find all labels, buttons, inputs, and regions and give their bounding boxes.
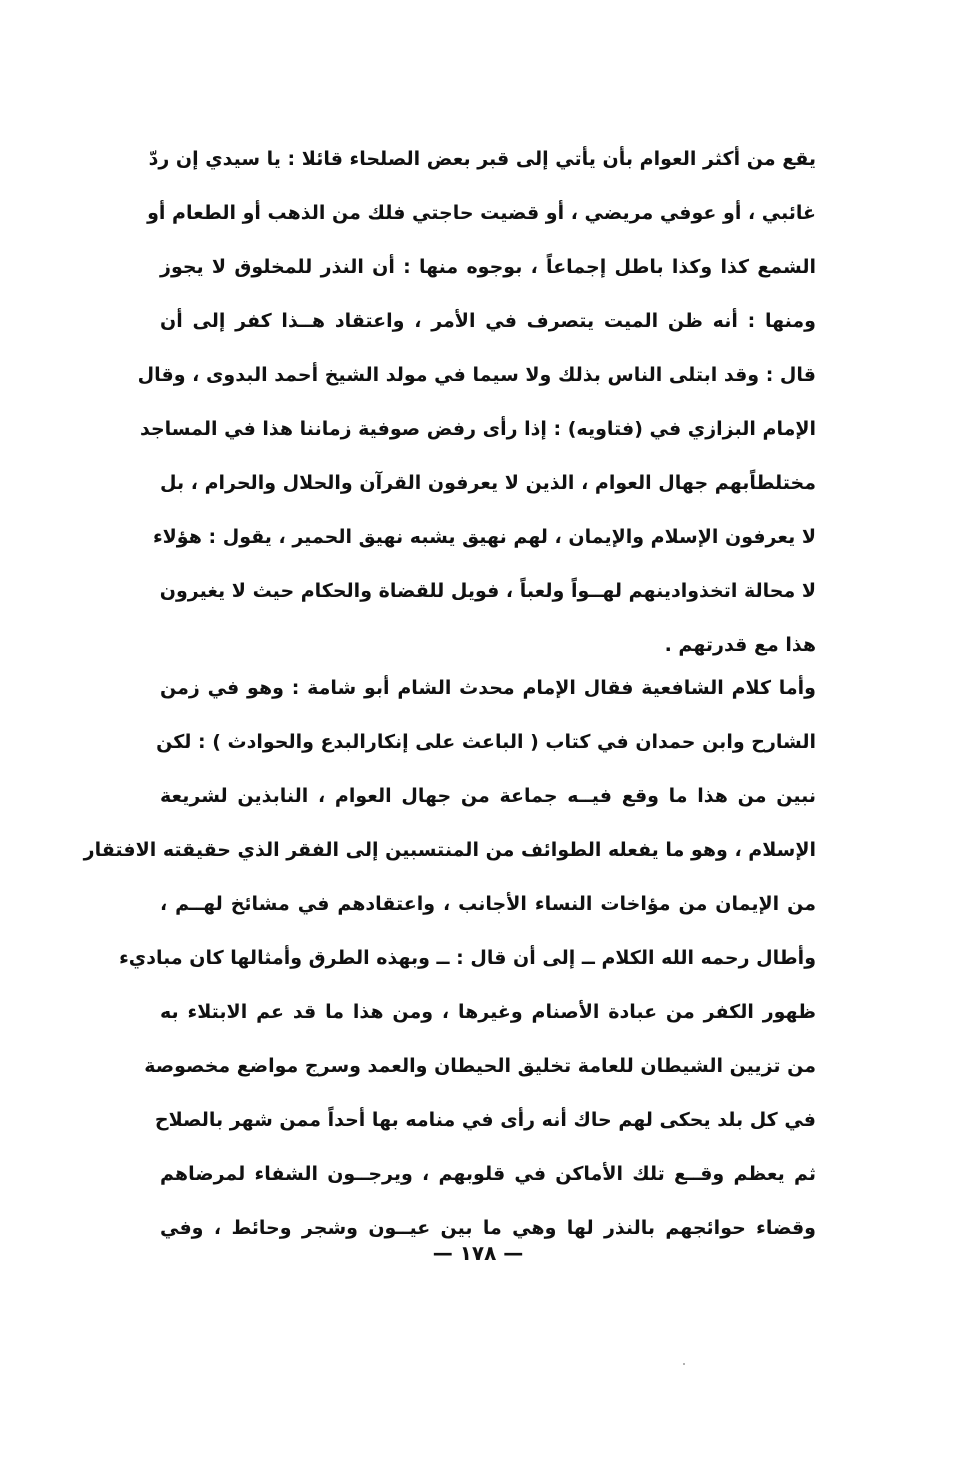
- text-line: غائبي ، أو عوفي مريضي ، أو قضيت حاجتي فلك من الذهب أو الطعام أو: [147, 202, 816, 224]
- text-line: هذا مع قدرتهم .: [664, 634, 816, 656]
- text-line: من الإيمان من مؤاخات النساء الأجانب ، واعتقادهم في مشائخ لهــم ،: [160, 893, 816, 915]
- text-line: ثم يعظم وقــع تلك الأماكن في قلوبهم ، ويرجــون الشفاء لمرضاهم: [160, 1163, 816, 1185]
- text-line: يقع من أكثر العوام بأن يأتي إلى قبر بعض الصلحاء قائلا : يا سيدي إن ردّ: [148, 148, 816, 170]
- text-line: وأما كلام الشافعية فقال الإمام محدث الشام أبو شامة : وهو في زمن: [160, 677, 816, 699]
- paragraph-2: [83, 661, 816, 1255]
- text-line: الشمع كذا وكذا باطل إجماعاً ، بوجوه منها : أن النذر للمخلوق لا يجوز: [160, 256, 816, 278]
- text-line: مختلطاًبهم جهال العوام ، الذين لا يعرفون القرآن والحلال والحرام ، بل: [160, 472, 816, 494]
- text-line: وقضاء حوائجهم بالنذر لها وهي ما بين عيــون وشجر وحائط ، وفي: [160, 1217, 816, 1239]
- text-line: وأطال رحمه الله الكلام ــ إلى أن قال : ــ وبهذه الطرق وأمثالها كان مباديء: [119, 947, 816, 969]
- text-line: الإمام البزازي في (فتاويه) : إذا رأى رفض صوفية زماننا هذا في المساجد: [139, 418, 816, 440]
- text-line: لا يعرفون الإسلام والإيمان ، لهم نهيق يشبه نهيق الحمير ، يقول : هؤلاء: [152, 526, 816, 548]
- paragraph-1: [137, 132, 816, 672]
- text-line: من تزيين الشيطان للعامة تخليق الحيطان والعمد وسرج مواضع مخصوصة: [144, 1055, 816, 1077]
- text-line: لا محالة اتخذوادينهم لهــواً ولعباً ، فويل للقضاة والحكام حيث لا يغيرون: [159, 580, 816, 602]
- text-line: قال : وقد ابتلى الناس بذلك ولا سيما في مولد الشيخ أحمد البدوى ، وقال: [137, 364, 816, 386]
- text-line: ظهور الكفر من عبادة الأصنام وغيرها ، ومن هذا ما قد عم الابتلاء به: [160, 1001, 816, 1023]
- text-line: في كل بلد يحكى لهم حاك أنه رأى في منامه بها أحداً ممن شهر بالصلاح: [154, 1109, 816, 1131]
- text-line: الإسلام ، وهو ما يفعله الطوائف من المنتسبين إلى الفقر الذي حقيقته الافتقار: [83, 839, 816, 861]
- scan-speck: [683, 1363, 685, 1365]
- text-line: ومنها : أنه ظن الميت يتصرف في الأمر ، واعتقاد هــذا كفر إلى أن: [160, 310, 816, 332]
- text-line: الشارح وابن حمدان في كتاب ( الباعث على إنكارالبدع والحوادث ) : لكن: [156, 731, 816, 753]
- text-line: نبين من هذا ما وقع فيــه جماعة من جهال العوام ، النابذين لشريعة: [160, 785, 816, 807]
- page-number: — ١٧٨ —: [432, 1241, 524, 1265]
